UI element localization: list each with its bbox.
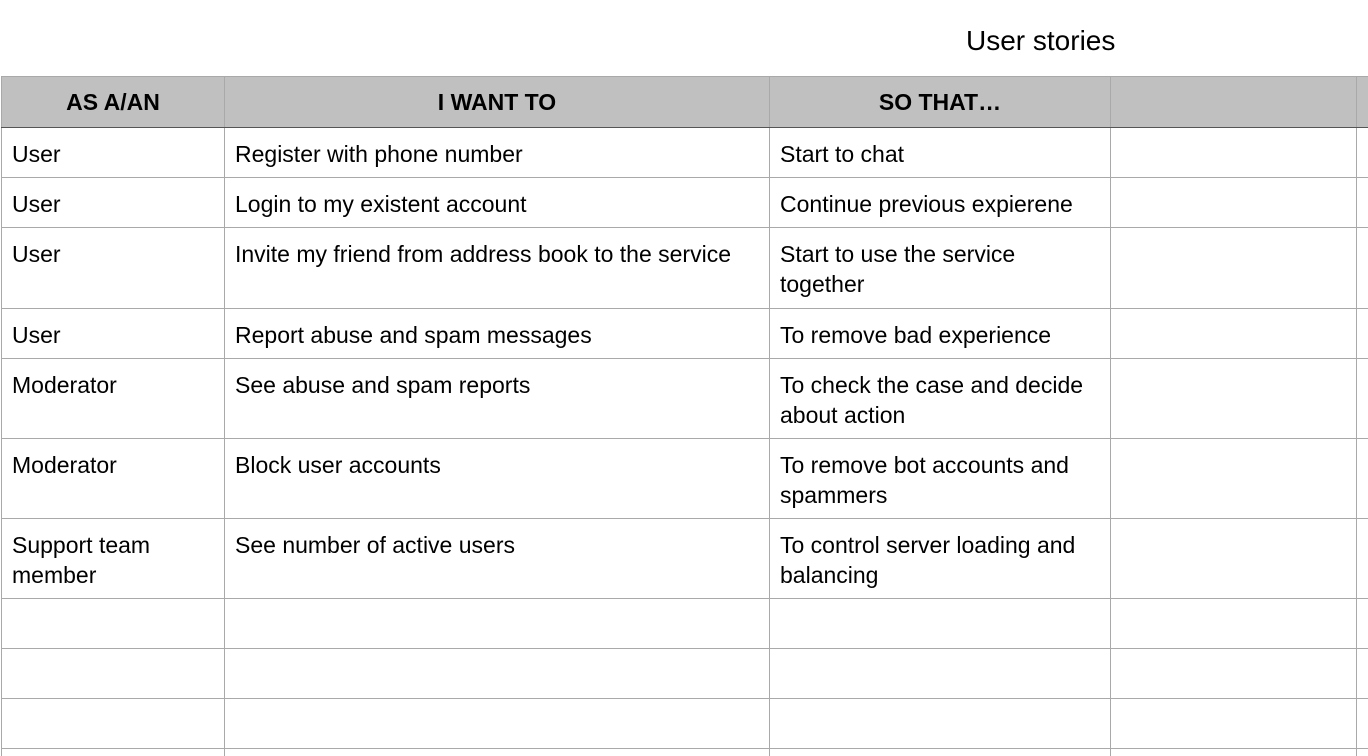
table-cell[interactable]: [770, 699, 1111, 749]
table-cell[interactable]: [1111, 439, 1357, 519]
table-row: [2, 519, 1368, 599]
table-cell[interactable]: User: [2, 178, 225, 228]
table-cell[interactable]: [225, 699, 770, 749]
table-cell[interactable]: User: [2, 128, 225, 178]
table-cell[interactable]: [1111, 699, 1357, 749]
table-cell[interactable]: [1357, 439, 1368, 519]
table-cell[interactable]: [1111, 599, 1357, 649]
table-cell[interactable]: Continue previous expierene: [770, 178, 1111, 228]
header-cell-empty[interactable]: [1111, 77, 1357, 128]
table-cell[interactable]: To remove bad experience: [770, 309, 1111, 359]
table-cell[interactable]: [1111, 309, 1357, 359]
table-cell[interactable]: [225, 649, 770, 699]
table-cell[interactable]: To check the case and decide about action: [770, 359, 1111, 439]
table-cell[interactable]: [1357, 699, 1368, 749]
table-row: [2, 228, 1368, 309]
table-cell[interactable]: [770, 749, 1111, 756]
table-cell[interactable]: [1111, 749, 1357, 756]
document-title: User stories: [966, 25, 1116, 56]
table-cell[interactable]: [2, 599, 225, 649]
table-cell[interactable]: [1357, 749, 1368, 756]
table-cell[interactable]: Moderator: [2, 439, 225, 519]
table-cell[interactable]: Support team member: [2, 519, 225, 599]
table-cell[interactable]: [225, 749, 770, 756]
header-cell-empty[interactable]: [1357, 77, 1368, 128]
table-row: [2, 128, 1368, 178]
table-row: [2, 749, 1368, 756]
table-cell[interactable]: [1111, 519, 1357, 599]
table-cell[interactable]: To remove bot accounts and spammers: [770, 439, 1111, 519]
table-row: [2, 649, 1368, 699]
table-row: [2, 359, 1368, 439]
table-cell[interactable]: [1357, 599, 1368, 649]
user-stories-table: [1, 76, 1368, 756]
table-cell[interactable]: [2, 749, 225, 756]
table-cell[interactable]: [1357, 128, 1368, 178]
table-cell[interactable]: [1111, 178, 1357, 228]
table-cell[interactable]: See number of active users: [225, 519, 770, 599]
table-cell[interactable]: Block user accounts: [225, 439, 770, 519]
header-cell-i-want-to[interactable]: I WANT TO: [225, 77, 770, 128]
table-row: [2, 599, 1368, 649]
table-cell[interactable]: [1111, 128, 1357, 178]
table-cell[interactable]: Login to my existent account: [225, 178, 770, 228]
table-cell[interactable]: [225, 599, 770, 649]
table-row: [2, 439, 1368, 519]
header-cell-as-a-an[interactable]: AS A/AN: [2, 77, 225, 128]
table-cell[interactable]: Register with phone number: [225, 128, 770, 178]
table-cell[interactable]: Report abuse and spam messages: [225, 309, 770, 359]
table-cell[interactable]: [1111, 649, 1357, 699]
table-cell[interactable]: Start to chat: [770, 128, 1111, 178]
table-cell[interactable]: [770, 649, 1111, 699]
table-cell[interactable]: [1357, 309, 1368, 359]
table-cell[interactable]: Invite my friend from address book to the service: [225, 228, 770, 309]
table-cell[interactable]: Moderator: [2, 359, 225, 439]
table-cell[interactable]: To control server loading and balancing: [770, 519, 1111, 599]
table-cell[interactable]: [1357, 359, 1368, 439]
table-cell[interactable]: [2, 699, 225, 749]
table-cell[interactable]: Start to use the service together: [770, 228, 1111, 309]
table-cell[interactable]: [1357, 178, 1368, 228]
table-row: [2, 699, 1368, 749]
table-cell[interactable]: [2, 649, 225, 699]
table-cell[interactable]: [1111, 359, 1357, 439]
table-cell[interactable]: User: [2, 228, 225, 309]
table-cell[interactable]: See abuse and spam reports: [225, 359, 770, 439]
table-cell[interactable]: [1111, 228, 1357, 309]
header-row: [2, 77, 1368, 128]
table-cell[interactable]: [770, 599, 1111, 649]
table-cell[interactable]: [1357, 228, 1368, 309]
table-row: [2, 178, 1368, 228]
header-cell-so-that[interactable]: SO THAT…: [770, 77, 1111, 128]
table-cell[interactable]: [1357, 649, 1368, 699]
table-row: [2, 309, 1368, 359]
table-cell[interactable]: User: [2, 309, 225, 359]
table-cell[interactable]: [1357, 519, 1368, 599]
